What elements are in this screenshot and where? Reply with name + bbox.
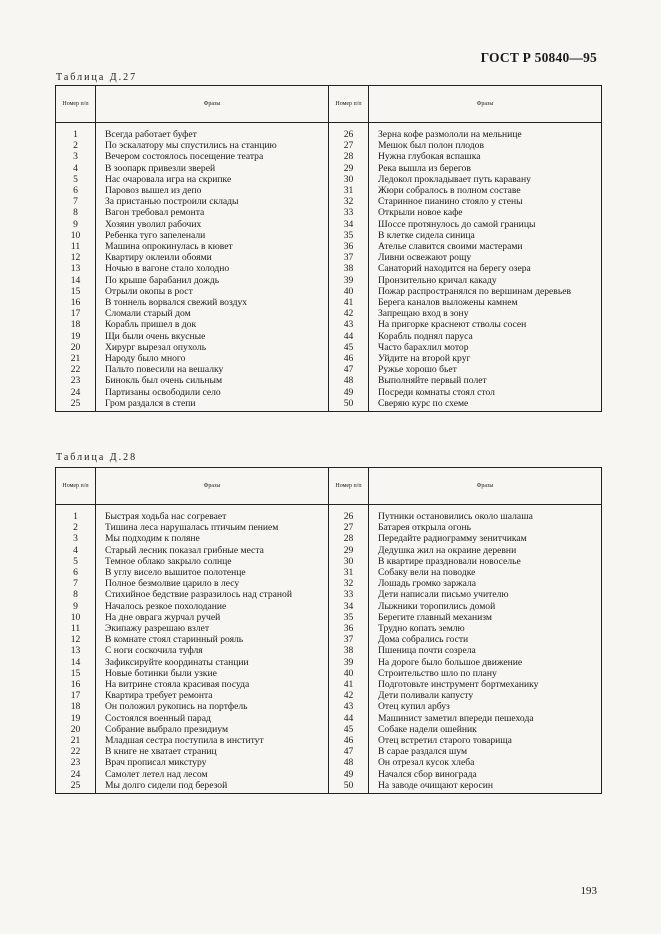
table-row xyxy=(56,757,602,768)
row-number: 10 xyxy=(56,612,96,623)
phrase-cell: Дома собрались гости xyxy=(369,634,602,645)
phrase-cell: Жюри собралось в полном составе xyxy=(369,185,602,196)
phrase-cell: С ноги соскочила туфля xyxy=(96,645,329,656)
phrase-cell: Санаторий находится на берегу озера xyxy=(369,263,602,274)
row-number: 7 xyxy=(56,578,96,589)
phrase-cell: Тишина леса нарушалась птичьим пением xyxy=(96,522,329,533)
phrase-cell: За пристанью построили склады xyxy=(96,196,329,207)
row-number: 24 xyxy=(56,387,96,398)
row-number: 40 xyxy=(329,668,369,679)
column-header-number: Номер п/п xyxy=(329,86,369,123)
table-row xyxy=(56,297,602,308)
phrase-cell: Бинокль был очень сильным xyxy=(96,375,329,386)
row-number: 48 xyxy=(329,757,369,768)
page-number: 193 xyxy=(580,885,597,897)
row-number: 11 xyxy=(56,241,96,252)
phrase-cell: В зоопарк привезли зверей xyxy=(96,163,329,174)
table-row xyxy=(56,567,602,578)
phrase-cell: Ливни освежают рощу xyxy=(369,252,602,263)
row-number: 20 xyxy=(56,724,96,735)
phrase-cell: Нас очаровала игра на скрипке xyxy=(96,174,329,185)
row-number: 17 xyxy=(56,690,96,701)
row-number: 35 xyxy=(329,612,369,623)
row-number: 7 xyxy=(56,196,96,207)
row-number: 36 xyxy=(329,241,369,252)
row-number: 24 xyxy=(56,769,96,780)
phrase-cell: На заводе очищают керосин xyxy=(369,780,602,794)
row-number: 25 xyxy=(56,780,96,794)
table-row xyxy=(56,331,602,342)
table-row xyxy=(56,657,602,668)
table-body xyxy=(56,123,602,412)
table-row xyxy=(56,275,602,286)
table-caption: Таблица Д.28 xyxy=(56,452,138,463)
column-header-phrases: Фразы xyxy=(96,86,329,123)
table-row xyxy=(56,219,602,230)
row-number: 4 xyxy=(56,545,96,556)
row-number: 50 xyxy=(329,398,369,412)
phrase-cell: Пшеница почти созрела xyxy=(369,645,602,656)
phrase-cell: Вагон требовал ремонта xyxy=(96,207,329,218)
row-number: 13 xyxy=(56,645,96,656)
document-code: ГОСТ Р 50840—95 xyxy=(480,50,597,65)
row-number: 39 xyxy=(329,275,369,286)
table-row xyxy=(56,780,602,794)
row-number: 8 xyxy=(56,589,96,600)
row-number: 2 xyxy=(56,522,96,533)
phrase-cell: Подготовьте инструмент бортмеханику xyxy=(369,679,602,690)
phrase-cell: Отец купил арбуз xyxy=(369,701,602,712)
row-number: 23 xyxy=(56,757,96,768)
phrase-cell: Стихийное бедствие разразилось над страной xyxy=(96,589,329,600)
row-number: 42 xyxy=(329,690,369,701)
phrase-cell: Паровоз вышел из депо xyxy=(96,185,329,196)
row-number: 17 xyxy=(56,308,96,319)
phrase-cell: Открыли новое кафе xyxy=(369,207,602,218)
table-row xyxy=(56,140,602,151)
table-row xyxy=(56,645,602,656)
row-number: 16 xyxy=(56,679,96,690)
row-number: 47 xyxy=(329,364,369,375)
table-row xyxy=(56,185,602,196)
phrase-cell: Зафиксируйте координаты станции xyxy=(96,657,329,668)
table-row xyxy=(56,746,602,757)
row-number: 50 xyxy=(329,780,369,794)
phrase-cell: Пальто повесили на вешалку xyxy=(96,364,329,375)
phrase-cell: Нужна глубокая вспашка xyxy=(369,151,602,162)
row-number: 28 xyxy=(329,151,369,162)
phrase-cell: Экипажу разрешаю взлет xyxy=(96,623,329,634)
phrase-cell: Темное облако закрыло солнце xyxy=(96,556,329,567)
row-number: 32 xyxy=(329,578,369,589)
row-number: 6 xyxy=(56,567,96,578)
table-row xyxy=(56,769,602,780)
table-row xyxy=(56,207,602,218)
row-number: 2 xyxy=(56,140,96,151)
table-row xyxy=(56,151,602,162)
table-row xyxy=(56,308,602,319)
table-caption: Таблица Д.27 xyxy=(56,72,138,83)
row-number: 12 xyxy=(56,634,96,645)
row-number: 15 xyxy=(56,286,96,297)
phrase-cell: Щи были очень вкусные xyxy=(96,331,329,342)
table-row xyxy=(56,364,602,375)
phrase-cell: По крыше барабанил дождь xyxy=(96,275,329,286)
table-row xyxy=(56,286,602,297)
phrase-cell: Сверяю курс по схеме xyxy=(369,398,602,412)
phrase-cell: Батарея открыла огонь xyxy=(369,522,602,533)
phrase-cell: Мешок был полон плодов xyxy=(369,140,602,151)
table-row xyxy=(56,690,602,701)
phrase-cell: Ателье славится своими мастерами xyxy=(369,241,602,252)
phrase-cell: Всегда работает буфет xyxy=(96,129,329,140)
row-number: 39 xyxy=(329,657,369,668)
table-row xyxy=(56,353,602,364)
row-number: 49 xyxy=(329,387,369,398)
table-row xyxy=(56,679,602,690)
phrase-cell: Пожар распространялся по вершинам деревьев xyxy=(369,286,602,297)
row-number: 23 xyxy=(56,375,96,386)
phrase-cell: Народу было много xyxy=(96,353,329,364)
table-row xyxy=(56,342,602,353)
phrase-cell: Берега каналов выложены камнем xyxy=(369,297,602,308)
row-number: 13 xyxy=(56,263,96,274)
phrase-cell: Отец встретил старого товарища xyxy=(369,735,602,746)
row-number: 34 xyxy=(329,219,369,230)
phrase-cell: Дети написали письмо учителю xyxy=(369,589,602,600)
row-number: 35 xyxy=(329,230,369,241)
row-number: 11 xyxy=(56,623,96,634)
table-row xyxy=(56,129,602,140)
row-number: 26 xyxy=(329,511,369,522)
table-row xyxy=(56,522,602,533)
row-number: 3 xyxy=(56,533,96,544)
table-row xyxy=(56,735,602,746)
phrase-cell: На витрине стояла красивая посуда xyxy=(96,679,329,690)
row-number: 43 xyxy=(329,319,369,330)
row-number: 19 xyxy=(56,713,96,724)
phrase-cell: Хирург вырезал опухоль xyxy=(96,342,329,353)
table-body xyxy=(56,505,602,794)
table-row xyxy=(56,601,602,612)
phrase-cell: Старинное пианино стояло у стены xyxy=(369,196,602,207)
phrase-cell: Сломали старый дом xyxy=(96,308,329,319)
row-number: 33 xyxy=(329,207,369,218)
row-number: 31 xyxy=(329,185,369,196)
phrase-cell: Ледокол прокладывает путь каравану xyxy=(369,174,602,185)
phrase-cell: Партизаны освободили село xyxy=(96,387,329,398)
phrase-cell: Началось резкое похолодание xyxy=(96,601,329,612)
phrase-cell: Уйдите на второй круг xyxy=(369,353,602,364)
phrase-cell: Лыжники торопились домой xyxy=(369,601,602,612)
phrase-cell: Врач прописал микстуру xyxy=(96,757,329,768)
row-number: 9 xyxy=(56,601,96,612)
row-number: 5 xyxy=(56,556,96,567)
phrase-cell: Дети поливали капусту xyxy=(369,690,602,701)
phrase-cell: Пронзительно кричал какаду xyxy=(369,275,602,286)
phrase-cell: Строительство шло по плану xyxy=(369,668,602,679)
row-number: 21 xyxy=(56,735,96,746)
phrase-cell: Река вышла из берегов xyxy=(369,163,602,174)
phrase-cell: Передайте радиограмму зенитчикам xyxy=(369,533,602,544)
phrase-cell: Квартиру оклеили обоями xyxy=(96,252,329,263)
row-number: 27 xyxy=(329,140,369,151)
phrase-cell: Начался сбор винограда xyxy=(369,769,602,780)
row-number: 46 xyxy=(329,735,369,746)
phrase-cell: В квартире праздновали новоселье xyxy=(369,556,602,567)
row-number: 41 xyxy=(329,679,369,690)
row-number: 14 xyxy=(56,657,96,668)
row-number: 30 xyxy=(329,174,369,185)
table-row xyxy=(56,545,602,556)
row-number: 31 xyxy=(329,567,369,578)
phrase-cell: В сарае раздался шум xyxy=(369,746,602,757)
phrase-cell: Корабль пришел в док xyxy=(96,319,329,330)
phrase-cell: Ночью в вагоне стало холодно xyxy=(96,263,329,274)
table-row xyxy=(56,196,602,207)
row-number: 44 xyxy=(329,331,369,342)
phrase-cell: Быстрая ходьба нас согревает xyxy=(96,511,329,522)
table-row xyxy=(56,511,602,522)
row-number: 18 xyxy=(56,701,96,712)
table-row xyxy=(56,174,602,185)
row-number: 9 xyxy=(56,219,96,230)
phrase-cell: Ребенка туго запеленали xyxy=(96,230,329,241)
phrase-cell: Гром раздался в степи xyxy=(96,398,329,412)
phrase-cell: Берегите главный механизм xyxy=(369,612,602,623)
phrase-cell: Квартира требует ремонта xyxy=(96,690,329,701)
table-row xyxy=(56,589,602,600)
phrase-cell: Зерна кофе размололи на мельнице xyxy=(369,129,602,140)
phrase-cell: Мы подходим к поляне xyxy=(96,533,329,544)
phrase-cell: Посреди комнаты стоял стол xyxy=(369,387,602,398)
row-number: 12 xyxy=(56,252,96,263)
row-number: 19 xyxy=(56,331,96,342)
phrase-cell: Ружье хорошо бьет xyxy=(369,364,602,375)
row-number: 6 xyxy=(56,185,96,196)
row-number: 34 xyxy=(329,601,369,612)
phrase-cell: Машина опрокинулась в кювет xyxy=(96,241,329,252)
row-number: 42 xyxy=(329,308,369,319)
phrase-cell: Состоялся военный парад xyxy=(96,713,329,724)
phrase-cell: Собаку вели на поводке xyxy=(369,567,602,578)
row-number: 3 xyxy=(56,151,96,162)
row-number: 14 xyxy=(56,275,96,286)
phrase-cell: Он отрезал кусок хлеба xyxy=(369,757,602,768)
row-number: 45 xyxy=(329,342,369,353)
row-number: 29 xyxy=(329,163,369,174)
row-number: 20 xyxy=(56,342,96,353)
phrase-cell: На дороге было большое движение xyxy=(369,657,602,668)
table-row xyxy=(56,533,602,544)
row-number: 30 xyxy=(329,556,369,567)
phrase-cell: В клетке сидела синица xyxy=(369,230,602,241)
row-number: 5 xyxy=(56,174,96,185)
row-number: 1 xyxy=(56,511,96,522)
column-header-phrases: Фразы xyxy=(369,86,602,123)
row-number: 26 xyxy=(329,129,369,140)
row-number: 10 xyxy=(56,230,96,241)
table-row xyxy=(56,701,602,712)
row-number: 22 xyxy=(56,364,96,375)
row-number: 16 xyxy=(56,297,96,308)
table-row xyxy=(56,556,602,567)
phrase-cell: Вечером состоялось посещение театра xyxy=(96,151,329,162)
table-row xyxy=(56,398,602,412)
row-number: 46 xyxy=(329,353,369,364)
table-row xyxy=(56,724,602,735)
row-number: 44 xyxy=(329,713,369,724)
row-number: 4 xyxy=(56,163,96,174)
column-header-number: Номер п/п xyxy=(329,468,369,505)
row-number: 18 xyxy=(56,319,96,330)
row-number: 36 xyxy=(329,623,369,634)
row-number: 25 xyxy=(56,398,96,412)
phrase-cell: По эскалатору мы спустились на станцию xyxy=(96,140,329,151)
phrase-cell: В комнате стоял старинный рояль xyxy=(96,634,329,645)
phrase-cell: Машинист заметил впереди пешехода xyxy=(369,713,602,724)
phrase-cell: В углу висело вышитое полотенце xyxy=(96,567,329,578)
row-number: 41 xyxy=(329,297,369,308)
phrase-cell: На пригорке краснеют стволы сосен xyxy=(369,319,602,330)
phrase-cell: Корабль поднял паруса xyxy=(369,331,602,342)
row-number: 45 xyxy=(329,724,369,735)
table-row xyxy=(56,634,602,645)
phrase-cell: Он положил рукопись на портфель xyxy=(96,701,329,712)
column-header-number: Номер п/п xyxy=(56,86,96,123)
phrase-cell: Самолет летел над лесом xyxy=(96,769,329,780)
phrase-cell: Полное безмолвие царило в лесу xyxy=(96,578,329,589)
phrase-table-d28 xyxy=(55,467,602,794)
row-number: 1 xyxy=(56,129,96,140)
phrase-cell: Отрыли окопы в рост xyxy=(96,286,329,297)
table-row xyxy=(56,387,602,398)
table-row xyxy=(56,375,602,386)
table-row xyxy=(56,163,602,174)
row-number: 27 xyxy=(329,522,369,533)
phrase-cell: Лошадь громко заржала xyxy=(369,578,602,589)
row-number: 8 xyxy=(56,207,96,218)
phrase-table-d27 xyxy=(55,85,602,412)
table-row xyxy=(56,612,602,623)
row-number: 32 xyxy=(329,196,369,207)
column-header-phrases: Фразы xyxy=(369,468,602,505)
row-number: 29 xyxy=(329,545,369,556)
phrase-cell: Трудно копать землю xyxy=(369,623,602,634)
table-row xyxy=(56,713,602,724)
phrase-cell: Хозяин уволил рабочих xyxy=(96,219,329,230)
table-row xyxy=(56,241,602,252)
phrase-cell: В книге не хватает страниц xyxy=(96,746,329,757)
table-row xyxy=(56,230,602,241)
table-row xyxy=(56,668,602,679)
row-number: 49 xyxy=(329,769,369,780)
phrase-cell: Собаке надели ошейник xyxy=(369,724,602,735)
phrase-cell: Дедушка жил на окраине деревни xyxy=(369,545,602,556)
phrase-cell: Выполняйте первый полет xyxy=(369,375,602,386)
row-number: 38 xyxy=(329,263,369,274)
column-header-number: Номер п/п xyxy=(56,468,96,505)
table-row xyxy=(56,263,602,274)
phrase-cell: Мы долго сидели под березой xyxy=(96,780,329,794)
row-number: 38 xyxy=(329,645,369,656)
table-row xyxy=(56,319,602,330)
row-number: 40 xyxy=(329,286,369,297)
row-number: 15 xyxy=(56,668,96,679)
row-number: 21 xyxy=(56,353,96,364)
row-number: 22 xyxy=(56,746,96,757)
phrase-cell: Путники остановились около шалаша xyxy=(369,511,602,522)
row-number: 43 xyxy=(329,701,369,712)
phrase-cell: Новые ботинки были узкие xyxy=(96,668,329,679)
row-number: 37 xyxy=(329,634,369,645)
table-row xyxy=(56,578,602,589)
column-header-phrases: Фразы xyxy=(96,468,329,505)
table-row xyxy=(56,623,602,634)
phrase-cell: Младшая сестра поступила в институт xyxy=(96,735,329,746)
row-number: 47 xyxy=(329,746,369,757)
phrase-cell: Часто барахлил мотор xyxy=(369,342,602,353)
row-number: 33 xyxy=(329,589,369,600)
phrase-cell: В тоннель ворвался свежий воздух xyxy=(96,297,329,308)
phrase-cell: Запрещаю вход в зону xyxy=(369,308,602,319)
phrase-cell: Старый лесник показал грибные места xyxy=(96,545,329,556)
row-number: 28 xyxy=(329,533,369,544)
row-number: 37 xyxy=(329,252,369,263)
table-row xyxy=(56,252,602,263)
phrase-cell: Шоссе протянулось до самой границы xyxy=(369,219,602,230)
phrase-cell: Собрание выбрало президиум xyxy=(96,724,329,735)
row-number: 48 xyxy=(329,375,369,386)
phrase-cell: На дне оврага журчал ручей xyxy=(96,612,329,623)
